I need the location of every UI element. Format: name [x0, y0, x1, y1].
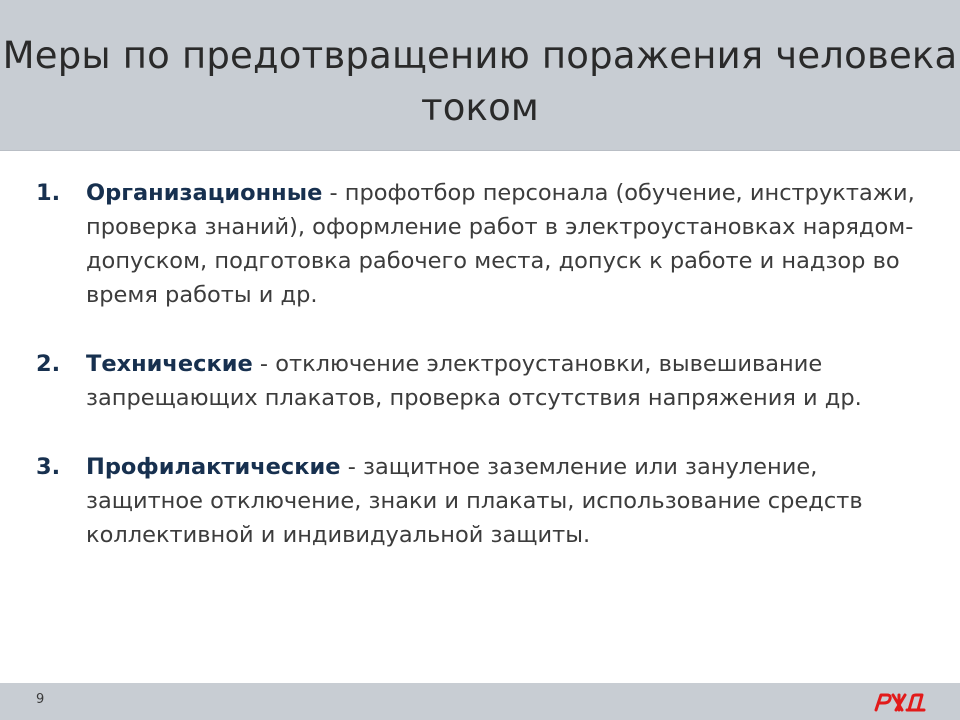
item-number: 2. [36, 351, 61, 377]
item-description: - отключение электроустановки, вывешивание запрещающих плакатов, проверка отсутствия напряжения и др. [86, 351, 862, 411]
item-number: 1. [36, 180, 61, 206]
item-term: Профилактические [86, 454, 341, 480]
list-item [36, 450, 916, 552]
item-description: - профотбор персонала (обучение, инструктажи, проверка знаний), оформление работ в электроустановках нарядом-допуском, подготовка рабочего места, допуск к работе и надзор во время работы и др. [86, 180, 915, 308]
list-item [36, 347, 916, 415]
item-text [86, 347, 916, 415]
rzd-logo [872, 690, 928, 714]
footer-band [0, 683, 960, 720]
item-text [86, 450, 916, 552]
item-description: - защитное заземление или зануление, защитное отключение, знаки и плакаты, использование средств коллективной и индивидуальной защиты. [86, 454, 863, 548]
item-text [86, 176, 916, 312]
list-item [36, 176, 916, 312]
item-term: Организационные [86, 180, 323, 206]
slide-title: Меры по предотвращению поражения человека током [2, 34, 958, 129]
measures-list [36, 176, 916, 552]
page-number: 9 [36, 692, 45, 707]
item-term: Технические [86, 351, 253, 377]
item-number: 3. [36, 454, 61, 480]
